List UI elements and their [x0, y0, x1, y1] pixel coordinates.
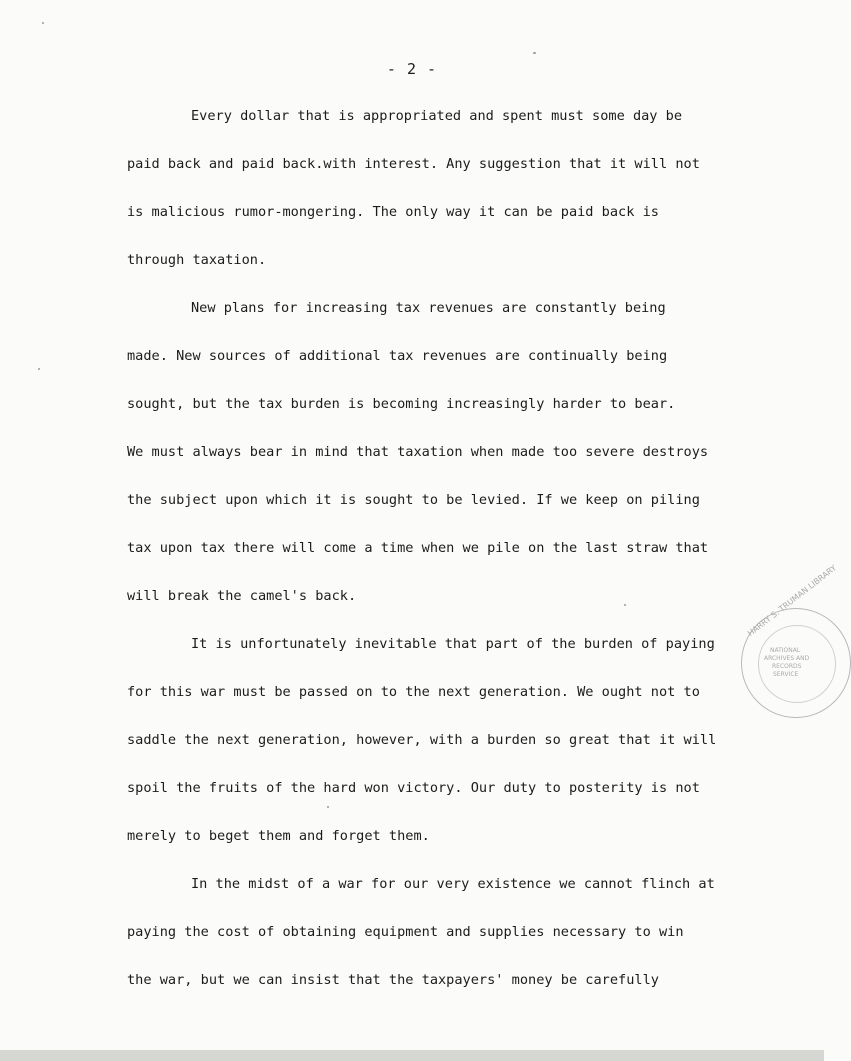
stamp-text-inner-1: NATIONAL	[770, 647, 801, 654]
text-line: merely to beget them and forget them.	[127, 828, 430, 844]
text-line: paying the cost of obtaining equipment and supplies necessary to win	[127, 924, 684, 940]
stamp-text-inner-4: SERVICE	[773, 671, 799, 678]
text-line: the war, but we can insist that the taxpayers' money be carefully	[127, 972, 659, 988]
text-line: In the midst of a war for our very existence we cannot flinch at	[191, 876, 715, 892]
text-line: New plans for increasing tax revenues are constantly being	[191, 300, 666, 316]
text-line: paid back and paid back.with interest. Any suggestion that it will not	[127, 156, 700, 172]
text-line: spoil the fruits of the hard won victory. Our duty to posterity is not	[127, 780, 700, 796]
scan-speck	[327, 806, 329, 808]
scan-speck	[624, 604, 626, 606]
text-line: sought, but the tax burden is becoming increasingly harder to bear.	[127, 396, 676, 412]
text-line: Every dollar that is appropriated and spent must some day be	[191, 108, 683, 124]
text-line: saddle the next generation, however, with a burden so great that it will	[127, 732, 717, 748]
library-stamp	[741, 563, 851, 718]
text-line: the subject upon which it is sought to be levied. If we keep on piling	[127, 492, 700, 508]
page-number: - 2 -	[386, 60, 438, 78]
scan-speck	[38, 368, 40, 370]
text-line: We must always bear in mind that taxation when made too severe destroys	[127, 444, 709, 460]
stamp-text-inner-3: RECORDS	[772, 663, 802, 670]
text-line: made. New sources of additional tax revenues are continually being	[127, 348, 668, 364]
scan-bottom-edge	[0, 1050, 824, 1061]
scan-speck	[533, 52, 536, 54]
text-line: for this war must be passed on to the next generation. We ought not to	[127, 684, 700, 700]
stamp-text-inner-2: ARCHIVES AND	[764, 655, 810, 662]
text-line: It is unfortunately inevitable that part of the burden of paying	[191, 636, 715, 652]
scan-speck	[42, 22, 44, 24]
text-line: is malicious rumor-mongering. The only way it can be paid back is	[127, 204, 659, 220]
text-line: will break the camel's back.	[127, 588, 357, 604]
text-line: through taxation.	[127, 252, 267, 268]
stamp-text-top: HARRY S. TRUMAN LIBRARY	[746, 563, 839, 639]
text-line: tax upon tax there will come a time when we pile on the last straw that	[127, 540, 709, 556]
